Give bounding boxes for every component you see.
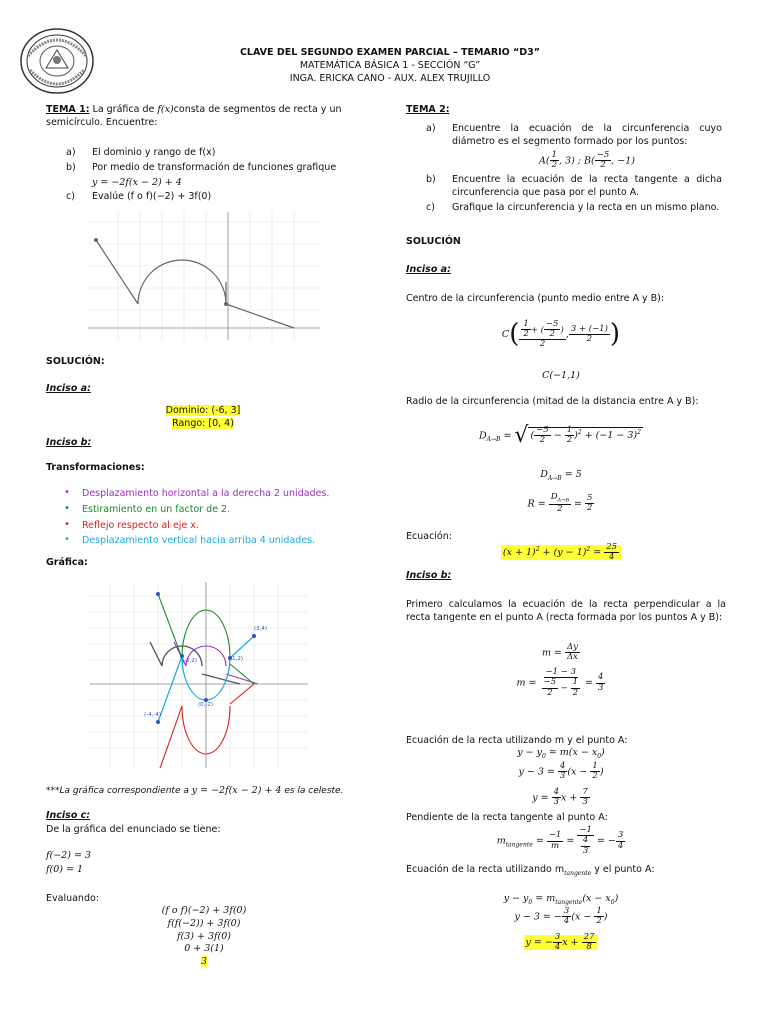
points-ab: A( $\frac{1}{2}$ , 3) ; B( $\frac{-5}{2}$ , −1) xyxy=(538,149,636,170)
f-value: f(−2) = 3 xyxy=(46,850,91,861)
evaluation-steps xyxy=(96,905,312,969)
graph-point-label: (1,2) xyxy=(230,656,244,662)
bullet: • xyxy=(64,487,70,498)
point-slope-1: $y - y_0 = m(x - x_0)$ xyxy=(517,747,605,760)
transform-item: Reflejo respecto al eje x. xyxy=(82,519,199,531)
circle-equation: $(x + 1)^2 + (y - 1)^2$ = $\frac{25}{4}$ xyxy=(406,543,716,563)
eq-recta-text: Ecuación de la recta utilizando m y el punto A: xyxy=(406,735,628,746)
item-text: Evalúe (f o f)(−2) + 3f(0) xyxy=(92,191,212,203)
transform-item: Desplazamiento horizontal a la derecha 2 unidades. xyxy=(82,488,330,499)
item-marker: c) xyxy=(426,201,435,213)
midpoint-formula: C( $\frac{1}{2}$ + ( $\frac{-5}{2}$ ) 2 , $\frac{3 + (-1)}{2}$ ) xyxy=(501,318,621,350)
function-graph xyxy=(88,212,320,340)
eq-tang-tail: y el punto A: xyxy=(591,864,655,875)
item-marker: a) xyxy=(66,147,76,158)
tema1-items xyxy=(66,145,386,206)
eval-step: f(f(−2)) + 3f(0) xyxy=(167,917,241,929)
inciso-b2-heading: Inciso b: xyxy=(406,570,452,581)
item-text: Grafique la circunferencia y la recta en un mismo plano. xyxy=(452,201,720,213)
tema1-label: TEMA 1: xyxy=(46,104,90,115)
item-marker xyxy=(66,177,82,190)
eval-step: 0 + 3(1) xyxy=(184,943,224,955)
header-course: MATEMÁTICA BÁSICA 1 - SECCIÓN “G” xyxy=(299,59,481,71)
item-marker: a) xyxy=(426,123,436,134)
radius-formula: R = $\frac{D_{A\to B}}{2}$ = $\frac{5}{2}$ xyxy=(527,492,593,515)
distance-formula: $D_{A\to B}$ = √ ( $\frac{-5}{2}$ − $\frac{1}{2}$ )$^2 + (-1 - 3)^2$ xyxy=(479,423,641,448)
centro-result: C(−1,1) xyxy=(542,370,580,381)
item-text: El dominio y rango de f(x) xyxy=(92,147,216,158)
line-ab-equation: y = $\frac{4}{3}$ x + $\frac{7}{3}$ xyxy=(532,787,588,808)
item-text: Encuentre la ecuación de la recta tangente a dicha circunferencia que pasa por el punto A. xyxy=(452,174,722,199)
tema1-fx: f(x) xyxy=(157,104,174,115)
header-instructors: INGA. ERICKA CANO - AUX. ALEX TRUJILLO xyxy=(289,72,491,84)
note-equation: y = −2f(x − 2) + 4 xyxy=(191,785,282,796)
tema1-text-b: consta de segmentos de recta y un semicírculo. Encuentre: xyxy=(46,104,342,128)
bullet: • xyxy=(64,518,70,530)
item-text: Encuentre la ecuación de la circunferencia cuyo diámetro es el segmento formado por los puntos: xyxy=(452,123,722,147)
tema2-items xyxy=(426,121,722,217)
domain-range xyxy=(46,405,360,431)
header xyxy=(120,47,660,85)
pendiente-text: Pendiente de la recta tangente al punto A: xyxy=(406,812,608,823)
celeste-note xyxy=(46,785,386,798)
graph-point-label: (-4,-4) xyxy=(144,712,162,718)
transformation-graph xyxy=(90,582,308,768)
tangent-eq-2: y − 3 = − $\frac{3}{4}$ (x − $\frac{1}{2}$ ) xyxy=(514,906,608,927)
domain-value: Dominio: (-6, 3] xyxy=(165,405,241,416)
transformation-list xyxy=(64,485,384,551)
tangent-line-equation: y = − $\frac{3}{4}$ x + $\frac{27}{8}$ xyxy=(406,933,716,953)
item-marker: c) xyxy=(66,191,75,203)
note-text: es la celeste. xyxy=(281,786,344,796)
tema2-label: TEMA 2: xyxy=(406,104,450,115)
f-value: f(0) = 1 xyxy=(46,864,84,875)
inciso-b-heading: Inciso b: xyxy=(46,437,92,448)
graph-point-label: (3,4) xyxy=(254,626,268,632)
eq-tang-label: Ecuación de la recta utilizando m xyxy=(406,864,565,875)
solucion-heading: SOLUCIÓN: xyxy=(46,356,105,367)
grafica-heading: Gráfica: xyxy=(46,557,88,568)
evaluando-label: Evaluando: xyxy=(46,893,99,904)
transform-item: Desplazamiento vertical hacia arriba 4 unidades. xyxy=(82,535,316,547)
slope-def: m = $\frac{\Delta y}{\Delta x}$ xyxy=(542,642,578,663)
header-title: CLAVE DEL SEGUNDO EXAMEN PARCIAL – TEMARIO “D3” xyxy=(239,47,541,58)
ecuacion-label: Ecuación: xyxy=(406,531,452,542)
tangent-eq-1: $y - y_0 = m_{tangente}(x - x_0)$ xyxy=(503,893,619,906)
eval-step: f(3) + 3f(0) xyxy=(177,930,231,942)
slope-calc: m = −1 − 3 $\frac{-5}{2}$ − $\frac{1}{2}$ = $\frac{4}{3}$ xyxy=(516,667,604,698)
d-symbol: D xyxy=(540,469,548,480)
radio-text: Radio de la circunferencia (mitad de la distancia entre A y B): xyxy=(406,396,699,407)
graph-point-label: (0,-2) xyxy=(198,702,214,708)
inciso-c-heading: Inciso c: xyxy=(46,810,91,821)
university-seal xyxy=(18,26,96,96)
inciso-a2-heading: Inciso a: xyxy=(406,264,451,275)
point-a-label: A xyxy=(538,154,546,166)
bullet: • xyxy=(64,534,70,546)
note-text: ***La gráfica correspondiente a xyxy=(46,786,192,796)
item-text: Por medio de transformación de funciones grafique xyxy=(92,161,337,173)
eval-step: (f o f)(−2) + 3f(0) xyxy=(161,905,247,916)
graph-point-label: (-2,2) xyxy=(182,658,198,664)
bullet: • xyxy=(64,502,70,514)
inciso-a-heading: Inciso a: xyxy=(46,383,91,394)
transform-item: Estiramiento en un factor de 2. xyxy=(82,503,231,515)
eq-tang-sub: tangente xyxy=(564,869,592,877)
range-value: Rango: [0, 4) xyxy=(172,417,234,429)
item-equation: y = −2f(x − 2) + 4 xyxy=(92,176,182,188)
item-marker: b) xyxy=(66,161,76,173)
perpendicular-text: Primero calculamos la ecuación de la recta perpendicular a la recta tangente en el punto A (recta formada por los puntos A y B): xyxy=(406,599,726,623)
eval-result: 3 xyxy=(200,956,208,968)
point-b-label: B xyxy=(584,154,592,166)
eq-tang-text xyxy=(406,864,726,878)
tema1-statement xyxy=(46,104,386,130)
distance-result: $D_{A\to B} = 5$ xyxy=(540,469,582,482)
centro-text: Centro de la circunferencia (punto medio entre A y B): xyxy=(406,293,665,304)
tangent-slope: $m_{tangente}$ = $\frac{-1}{m}$ = $\frac{-1}{\frac{4}{3}}$ = − $\frac{3}{4}$ xyxy=(496,825,624,856)
point-slope-2: y − 3 = $\frac{4}{3}$ (x − $\frac{1}{2}$ ) xyxy=(518,761,604,782)
solucion2-heading: SOLUCIÓN xyxy=(406,236,461,247)
item-marker: b) xyxy=(426,174,436,186)
from-graph-text: De la gráfica del enunciado se tiene: xyxy=(46,824,221,835)
tema1-text-a: La gráfica de xyxy=(89,104,158,115)
transformaciones-heading: Transformaciones: xyxy=(46,462,145,473)
